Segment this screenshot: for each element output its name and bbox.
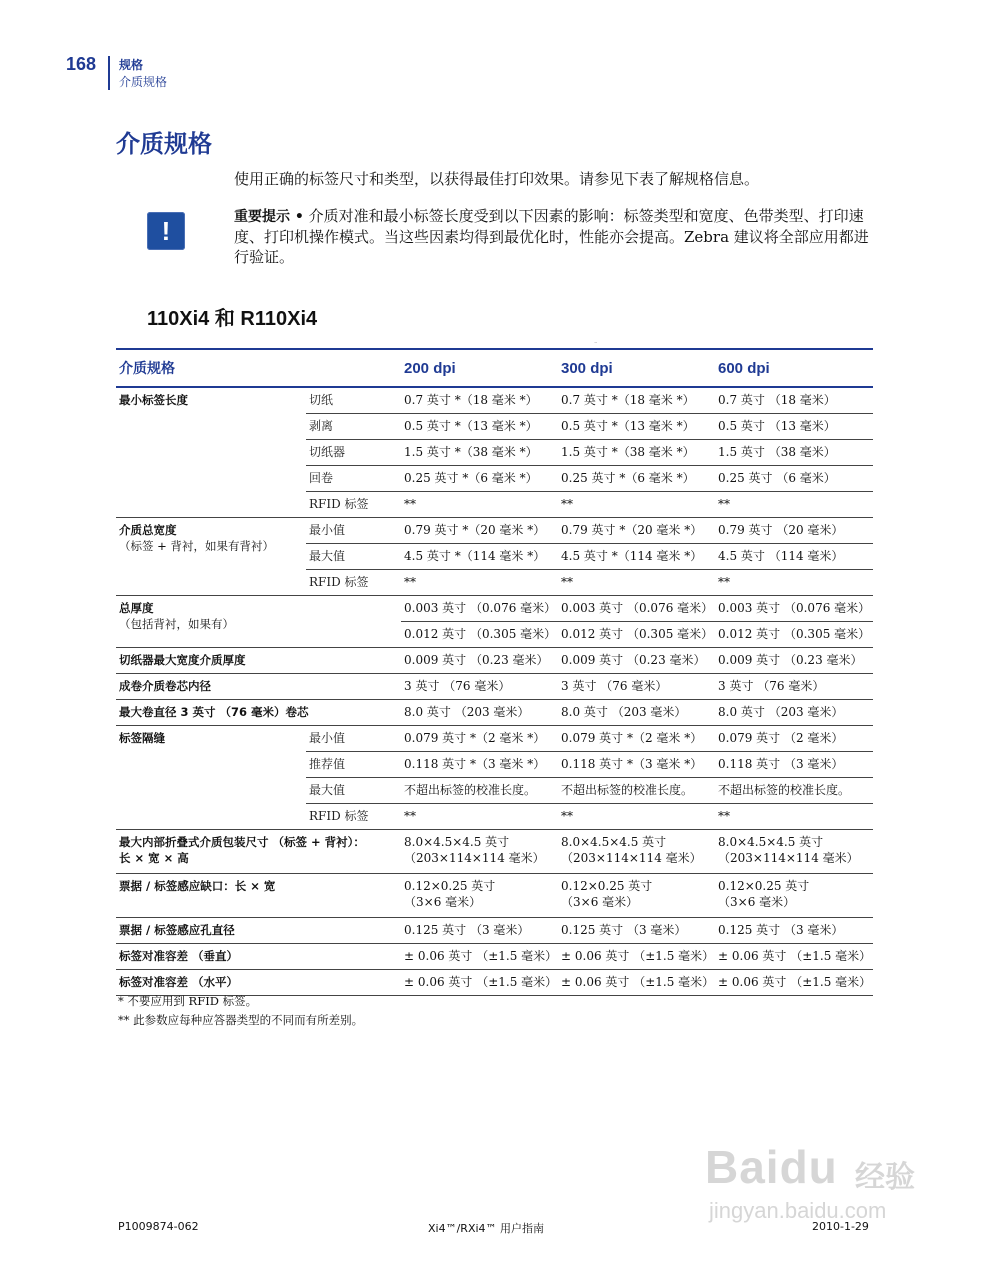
value-cell: 4.5 英寸 *（114 毫米 *） <box>401 544 558 570</box>
sub-label <box>306 622 401 648</box>
param-label <box>116 518 306 596</box>
table-row <box>116 648 873 674</box>
value-cell: ** <box>715 570 873 596</box>
sub-label: RFID 标签 <box>306 570 401 596</box>
value-cell: 0.079 英寸 （2 毫米） <box>715 726 873 752</box>
value-cell: ** <box>401 804 558 830</box>
sub-label: 最大值 <box>306 778 401 804</box>
table-row <box>116 944 873 970</box>
value-cell: ** <box>715 492 873 518</box>
value-cell: ± 0.06 英寸 （±1.5 毫米） <box>401 970 558 996</box>
value-line-2: （203×114×114 毫米） <box>404 851 545 865</box>
exclamation-glyph: ! <box>161 216 171 246</box>
sub-label: 切纸 <box>306 387 401 414</box>
value-cell: ** <box>715 804 873 830</box>
value-cell: 4.5 英寸 （114 毫米） <box>715 544 873 570</box>
table-row <box>116 830 873 874</box>
footer-doc-number: P1009874-062 <box>118 1220 199 1233</box>
param-label-main: 介质总宽度 <box>119 523 177 537</box>
media-spec-table <box>116 348 873 996</box>
col-header-spec: 介质规格 <box>116 349 401 387</box>
value-cell: ± 0.06 英寸 （±1.5 毫米） <box>401 944 558 970</box>
value-cell: 4.5 英寸 *（114 毫米 *） <box>558 544 715 570</box>
table-row <box>116 596 873 622</box>
value-cell: ** <box>558 804 715 830</box>
value-cell: 0.25 英寸 *（6 毫米 *） <box>401 466 558 492</box>
param-label-note: 长 × 宽 × 高 <box>119 851 189 865</box>
model-subtitle: 110Xi4 和 R110Xi4 <box>147 308 318 330</box>
value-cell: 8.0 英寸 （203 毫米） <box>401 700 558 726</box>
value-cell: 1.5 英寸 （38 毫米） <box>715 440 873 466</box>
param-label <box>116 596 306 648</box>
param-label: 最小标签长度 <box>116 387 306 518</box>
value-line-1: 8.0×4.5×4.5 英寸 <box>718 835 824 849</box>
col-header-600dpi: 600 dpi <box>715 349 873 387</box>
value-cell: 0.003 英寸 （0.076 毫米） <box>558 596 715 622</box>
param-label: 标签对准容差 （水平） <box>116 970 401 996</box>
value-line-2: （3×6 毫米） <box>718 895 796 909</box>
footnote: ** 此参数应每种应答器类型的不同而有所差别。 <box>118 1013 364 1027</box>
value-cell: 0.012 英寸 （0.305 毫米） <box>558 622 715 648</box>
value-cell <box>558 874 715 918</box>
param-label-main: 总厚度 <box>119 601 154 615</box>
table-header-row <box>116 349 873 387</box>
sub-label: 最小值 <box>306 726 401 752</box>
value-line-2: （203×114×114 毫米） <box>561 851 702 865</box>
value-cell: ± 0.06 英寸 （±1.5 毫米） <box>715 970 873 996</box>
footer-guide-title: Xi4™/RXi4™ 用户指南 <box>428 1222 545 1235</box>
value-line-1: 0.12×0.25 英寸 <box>718 879 810 893</box>
value-cell: 0.5 英寸 *（13 毫米 *） <box>558 414 715 440</box>
value-cell: 0.118 英寸 *（3 毫米 *） <box>558 752 715 778</box>
value-line-1: 0.12×0.25 英寸 <box>404 879 496 893</box>
footer-date: 2010-1-29 <box>812 1220 869 1233</box>
value-line-2: （3×6 毫米） <box>561 895 639 909</box>
param-label: 标签隔缝 <box>116 726 306 830</box>
header-divider <box>108 56 110 90</box>
value-cell: 不超出标签的校准长度。 <box>558 778 715 804</box>
sub-label: 剥离 <box>306 414 401 440</box>
sub-label: 切纸器 <box>306 440 401 466</box>
value-cell: 0.7 英寸 *（18 毫米 *） <box>558 387 715 414</box>
watermark-url: jingyan.baidu.com <box>709 1198 887 1223</box>
value-cell: 8.0 英寸 （203 毫米） <box>715 700 873 726</box>
header-section: 介质规格 <box>119 75 168 89</box>
value-line-1: 8.0×4.5×4.5 英寸 <box>404 835 510 849</box>
value-cell: 0.079 英寸 *（2 毫米 *） <box>401 726 558 752</box>
param-label: 票据 / 标签感应缺口：长 × 宽 <box>116 874 401 918</box>
table-row <box>116 874 873 918</box>
value-cell: 0.7 英寸 （18 毫米） <box>715 387 873 414</box>
value-cell: 0.012 英寸 （0.305 毫米） <box>715 622 873 648</box>
value-cell: 0.25 英寸 *（6 毫米 *） <box>558 466 715 492</box>
value-cell: 0.79 英寸 （20 毫米） <box>715 518 873 544</box>
sub-label: 最大值 <box>306 544 401 570</box>
param-label: 切纸器最大宽度介质厚度 <box>116 648 401 674</box>
param-label-main: 最大内部折叠式介质包装尺寸 （标签 + 背衬）： <box>119 835 365 849</box>
value-cell: ** <box>558 492 715 518</box>
value-cell: 3 英寸 （76 毫米） <box>558 674 715 700</box>
value-cell: 3 英寸 （76 毫米） <box>401 674 558 700</box>
value-cell: 0.5 英寸 *（13 毫米 *） <box>401 414 558 440</box>
value-cell: 0.003 英寸 （0.076 毫米） <box>715 596 873 622</box>
value-cell <box>715 830 873 874</box>
table-row <box>116 674 873 700</box>
footnotes <box>118 992 363 1030</box>
value-cell: ± 0.06 英寸 （±1.5 毫米） <box>558 944 715 970</box>
sub-label: RFID 标签 <box>306 804 401 830</box>
value-cell: 0.009 英寸 （0.23 毫米） <box>715 648 873 674</box>
note-text: 介质对准和最小标签长度受到以下因素的影响：标签类型和宽度、色带类型、打印速度、打印机操作模式。当这些因素均得到最优化时，性能亦会提高。Zebra 建议将全部应用都进行验证。 <box>234 207 869 266</box>
param-label: 标签对准容差 （垂直） <box>116 944 401 970</box>
value-cell: 8.0 英寸 （203 毫米） <box>558 700 715 726</box>
page-number: 168 <box>66 54 97 74</box>
intro-paragraph: 使用正确的标签尺寸和类型，以获得最佳打印效果。请参见下表了解规格信息。 <box>234 170 760 188</box>
param-label: 票据 / 标签感应孔直径 <box>116 918 401 944</box>
stray-mark: ~ <box>594 340 598 345</box>
col-header-300dpi: 300 dpi <box>558 349 715 387</box>
param-label: 成卷介质卷芯内径 <box>116 674 401 700</box>
value-cell <box>558 830 715 874</box>
sub-label: 推荐值 <box>306 752 401 778</box>
value-cell: 3 英寸 （76 毫米） <box>715 674 873 700</box>
value-cell: 不超出标签的校准长度。 <box>401 778 558 804</box>
value-cell: 0.118 英寸 *（3 毫米 *） <box>401 752 558 778</box>
value-cell: 不超出标签的校准长度。 <box>715 778 873 804</box>
sub-label <box>306 596 401 622</box>
value-cell: 0.003 英寸 （0.076 毫米） <box>401 596 558 622</box>
note-label: 重要提示 • <box>234 209 304 225</box>
col-header-200dpi: 200 dpi <box>401 349 558 387</box>
sub-label: RFID 标签 <box>306 492 401 518</box>
value-cell <box>401 874 558 918</box>
value-cell: 0.79 英寸 *（20 毫米 *） <box>558 518 715 544</box>
footnote: * 不要应用到 RFID 标签。 <box>118 994 258 1008</box>
value-cell <box>401 830 558 874</box>
value-cell: ** <box>558 570 715 596</box>
value-cell: 0.7 英寸 *（18 毫米 *） <box>401 387 558 414</box>
value-cell: 0.5 英寸 （13 毫米） <box>715 414 873 440</box>
value-line-2: （3×6 毫米） <box>404 895 482 909</box>
table-row <box>116 726 873 752</box>
table-row <box>116 387 873 414</box>
value-cell <box>715 874 873 918</box>
value-cell: 0.118 英寸 （3 毫米） <box>715 752 873 778</box>
sub-label: 最小值 <box>306 518 401 544</box>
important-icon <box>147 212 185 250</box>
table-row <box>116 518 873 544</box>
value-cell: 0.009 英寸 （0.23 毫米） <box>558 648 715 674</box>
value-line-1: 8.0×4.5×4.5 英寸 <box>561 835 667 849</box>
page-title: 介质规格 <box>116 130 212 158</box>
header-chapter: 规格 <box>119 58 144 72</box>
value-cell: ** <box>401 570 558 596</box>
param-label-note: （包括背衬，如果有） <box>119 617 234 631</box>
param-label: 最大卷直径 3 英寸 （76 毫米）卷芯 <box>116 700 401 726</box>
important-note <box>234 206 874 267</box>
watermark-brand: Baidu <box>705 1141 838 1193</box>
param-label-note: （标签 + 背衬，如果有背衬） <box>119 539 274 553</box>
param-label <box>116 830 401 874</box>
value-cell: ± 0.06 英寸 （±1.5 毫米） <box>558 970 715 996</box>
value-line-2: （203×114×114 毫米） <box>718 851 859 865</box>
value-cell: 0.079 英寸 *（2 毫米 *） <box>558 726 715 752</box>
table-row <box>116 700 873 726</box>
value-cell: 0.25 英寸 （6 毫米） <box>715 466 873 492</box>
watermark-cn: 经验 <box>855 1161 915 1194</box>
value-cell: 0.012 英寸 （0.305 毫米） <box>401 622 558 648</box>
value-cell: 0.79 英寸 *（20 毫米 *） <box>401 518 558 544</box>
value-cell: ± 0.06 英寸 （±1.5 毫米） <box>715 944 873 970</box>
value-cell: 0.125 英寸 （3 毫米） <box>401 918 558 944</box>
value-cell: 0.125 英寸 （3 毫米） <box>715 918 873 944</box>
value-cell: 0.009 英寸 （0.23 毫米） <box>401 648 558 674</box>
value-cell: 1.5 英寸 *（38 毫米 *） <box>558 440 715 466</box>
sub-label: 回卷 <box>306 466 401 492</box>
value-cell: 1.5 英寸 *（38 毫米 *） <box>401 440 558 466</box>
value-cell: ** <box>401 492 558 518</box>
table-row <box>116 918 873 944</box>
value-cell: 0.125 英寸 （3 毫米） <box>558 918 715 944</box>
value-line-1: 0.12×0.25 英寸 <box>561 879 653 893</box>
